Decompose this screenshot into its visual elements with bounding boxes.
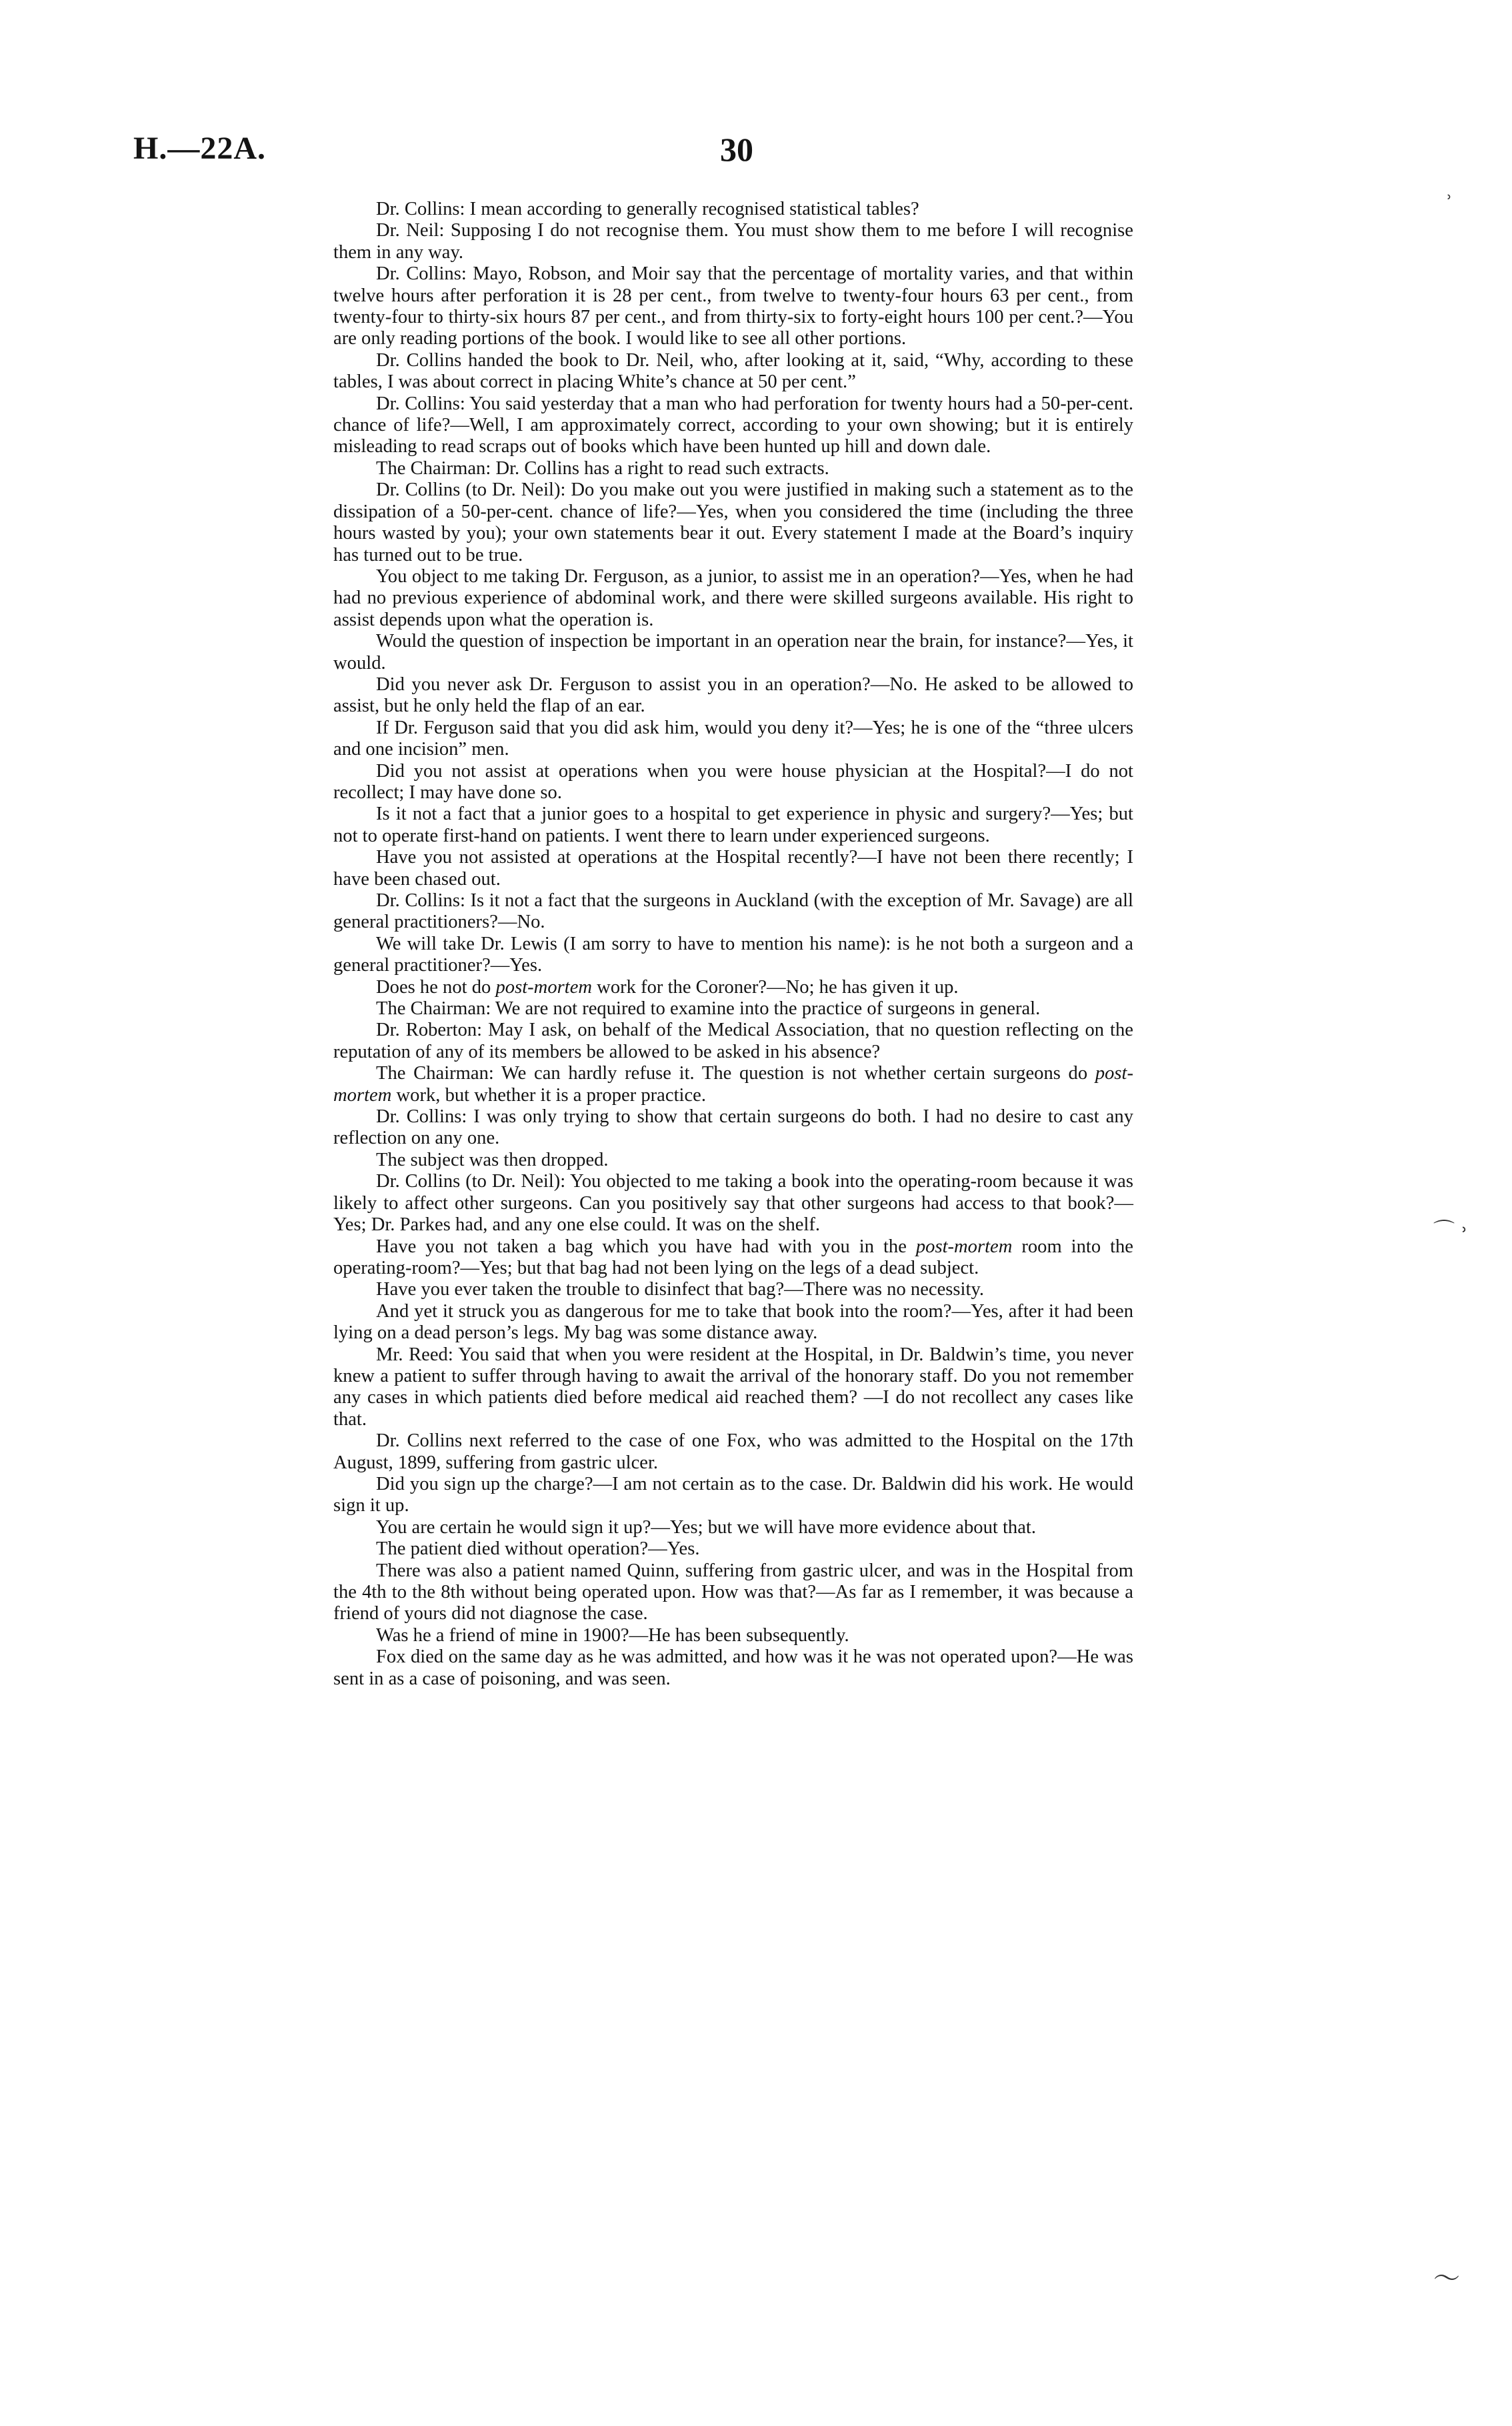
paragraph: Is it not a fact that a junior goes to a hospital to get experience in physic and surgery?—Yes; but not to operate first-hand on patients. I went there to learn under experienced surgeons. bbox=[333, 804, 1133, 846]
paragraph: Was he a friend of mine in 1900?—He has been subsequently. bbox=[376, 1624, 849, 1646]
paragraph: Have you ever taken the trouble to disinfect that bag?—There was no necessity. bbox=[376, 1279, 985, 1300]
margin-mark: ˒ bbox=[1447, 187, 1453, 209]
paragraph: Fox died on the same day as he was admitted, and how was it he was not operated upon?—He was sent in as a case of poisoning, and was seen. bbox=[333, 1646, 1133, 1689]
paragraph: Dr. Collins (to Dr. Neil): Do you make out you were justified in making such a statement as to the dissipation of a 50-per-cent. chance of life?—Yes, when you considered the time (including the three hours wasted by you); your own statements bear it out. Every statement I made at the Board’s inquiry has turned out to be true. bbox=[333, 479, 1133, 565]
paragraph: Does he not do post-mortem work for the Coroner?—No; he has given it up. bbox=[376, 976, 959, 998]
paragraph: Did you sign up the charge?—I am not certain as to the case. Dr. Baldwin did his work. He would sign it up. bbox=[333, 1473, 1133, 1516]
margin-mark: 〜 bbox=[1433, 2263, 1460, 2294]
page-header bbox=[133, 130, 1053, 177]
paragraph: And yet it struck you as dangerous for me to take that book into the room?—Yes, after it had been lying on a dead person’s legs. My bag was some distance away. bbox=[333, 1300, 1133, 1344]
paragraph: The Chairman: Dr. Collins has a right to read such extracts. bbox=[376, 457, 829, 479]
paragraph: Dr. Collins handed the book to Dr. Neil, who, after looking at it, said, “Why, according to these tables, I was about correct in placing White’s chance at 50 per cent.” bbox=[333, 349, 1133, 393]
paragraph: If Dr. Ferguson said that you did ask him, would you deny it?—Yes; he is one of the “three ulcers and one incision” men. bbox=[333, 717, 1133, 760]
testimony-text bbox=[333, 199, 1133, 1690]
paragraph: Dr. Collins: Is it not a fact that the surgeons in Auckland (with the exception of Mr. Savage) are all general practitioners?—No. bbox=[333, 890, 1133, 933]
paragraph: The Chairman: We can hardly refuse it. The question is not whether certain surgeons do post-mortem work, but whether it is a proper practice. bbox=[333, 1063, 1133, 1106]
paragraph: Would the question of inspection be important in an operation near the brain, for instance?—Yes, it would. bbox=[333, 631, 1133, 674]
paragraph: The patient died without operation?—Yes. bbox=[376, 1538, 700, 1560]
paragraph: Dr. Neil: Supposing I do not recognise them. You must show them to me before I will recognise them in any way. bbox=[333, 220, 1133, 263]
paragraph: You object to me taking Dr. Ferguson, as a junior, to assist me in an operation?—Yes, when he had had no previous experience of abdominal work, and there were skilled surgeons available. His right to assist depends upon what the operation is. bbox=[333, 565, 1133, 630]
paragraph: Dr. Collins: I was only trying to show that certain surgeons do both. I had no desire to cast any reflection on any one. bbox=[333, 1106, 1133, 1149]
paragraph: Dr. Collins (to Dr. Neil): You objected to me taking a book into the operating-room because it was likely to affect other surgeons. Can you positively say that other surgeons had access to that book?—Yes; Dr. Parkes had, and any one else could. It was on the shelf. bbox=[333, 1171, 1133, 1236]
paragraph: Did you never ask Dr. Ferguson to assist you in an operation?—No. He asked to be allowed to assist, but he only held the flap of an ear. bbox=[333, 674, 1133, 717]
paragraph: You are certain he would sign it up?—Yes; but we will have more evidence about that. bbox=[376, 1516, 1036, 1538]
paragraph: Did you not assist at operations when you were house physician at the Hospital?—I do not recollect; I may have done so. bbox=[333, 760, 1133, 803]
page-number: 30 bbox=[720, 131, 753, 168]
paragraph: The Chairman: We are not required to examine into the practice of surgeons in general. bbox=[376, 998, 1041, 1020]
paragraph: Dr. Roberton: May I ask, on behalf of the Medical Association, that no question reflecting on the reputation of any of its members be allowed to be asked in his absence? bbox=[333, 1020, 1133, 1062]
paragraph: Have you not assisted at operations at the Hospital recently?—I have not been there recently; I have been chased out. bbox=[333, 847, 1133, 890]
paragraph: Dr. Collins: Mayo, Robson, and Moir say that the percentage of mortality varies, and that within twelve hours after perforation it is 28 per cent., from twelve to twenty-four hours 63 per cent., from twenty-four to thirty-six hours 87 per cent., and from thirty-six to forty-eight hours 100 per cent.?—You are only reading portions of the book. I would like to see all other portions. bbox=[333, 263, 1133, 349]
paragraph: The subject was then dropped. bbox=[376, 1149, 609, 1170]
document-reference: H.—22A. bbox=[133, 131, 266, 166]
paragraph: Dr. Collins: You said yesterday that a man who had perforation for twenty hours had a 50-per-cent. chance of life?—Well, I am approximately correct, according to your own showing; but it is entirely misleading to read scraps out of books which have been hunted up hill and down dale. bbox=[333, 393, 1133, 457]
paragraph: There was also a patient named Quinn, suffering from gastric ulcer, and was in the Hospital from the 4th to the 8th without being operated upon. How was that?—As far as I remember, it was because a friend of yours did not diagnose the case. bbox=[333, 1560, 1133, 1624]
paragraph: Mr. Reed: You said that when you were resident at the Hospital, in Dr. Baldwin’s time, you never knew a patient to suffer through having to await the arrival of the honorary staff. Do you not remember any cases in which patients died before medical aid reached them? —I do not recollect any cases like that. bbox=[333, 1344, 1133, 1430]
paragraph: Dr. Collins next referred to the case of one Fox, who was admitted to the Hospital on the 17th August, 1899, suffering from gastric ulcer. bbox=[333, 1430, 1133, 1473]
paragraph: We will take Dr. Lewis (I am sorry to have to mention his name): is he not both a surgeon and a general practitioner?—Yes. bbox=[333, 933, 1133, 976]
paragraph: Have you not taken a bag which you have had with you in the post-mortem room into the operating-room?—Yes; but that bag had not been lying on the legs of a dead subject. bbox=[333, 1236, 1134, 1278]
margin-mark: ⌒ ˒ bbox=[1433, 1218, 1469, 1243]
paragraph: Dr. Collins: I mean according to generally recognised statistical tables? bbox=[376, 199, 919, 219]
